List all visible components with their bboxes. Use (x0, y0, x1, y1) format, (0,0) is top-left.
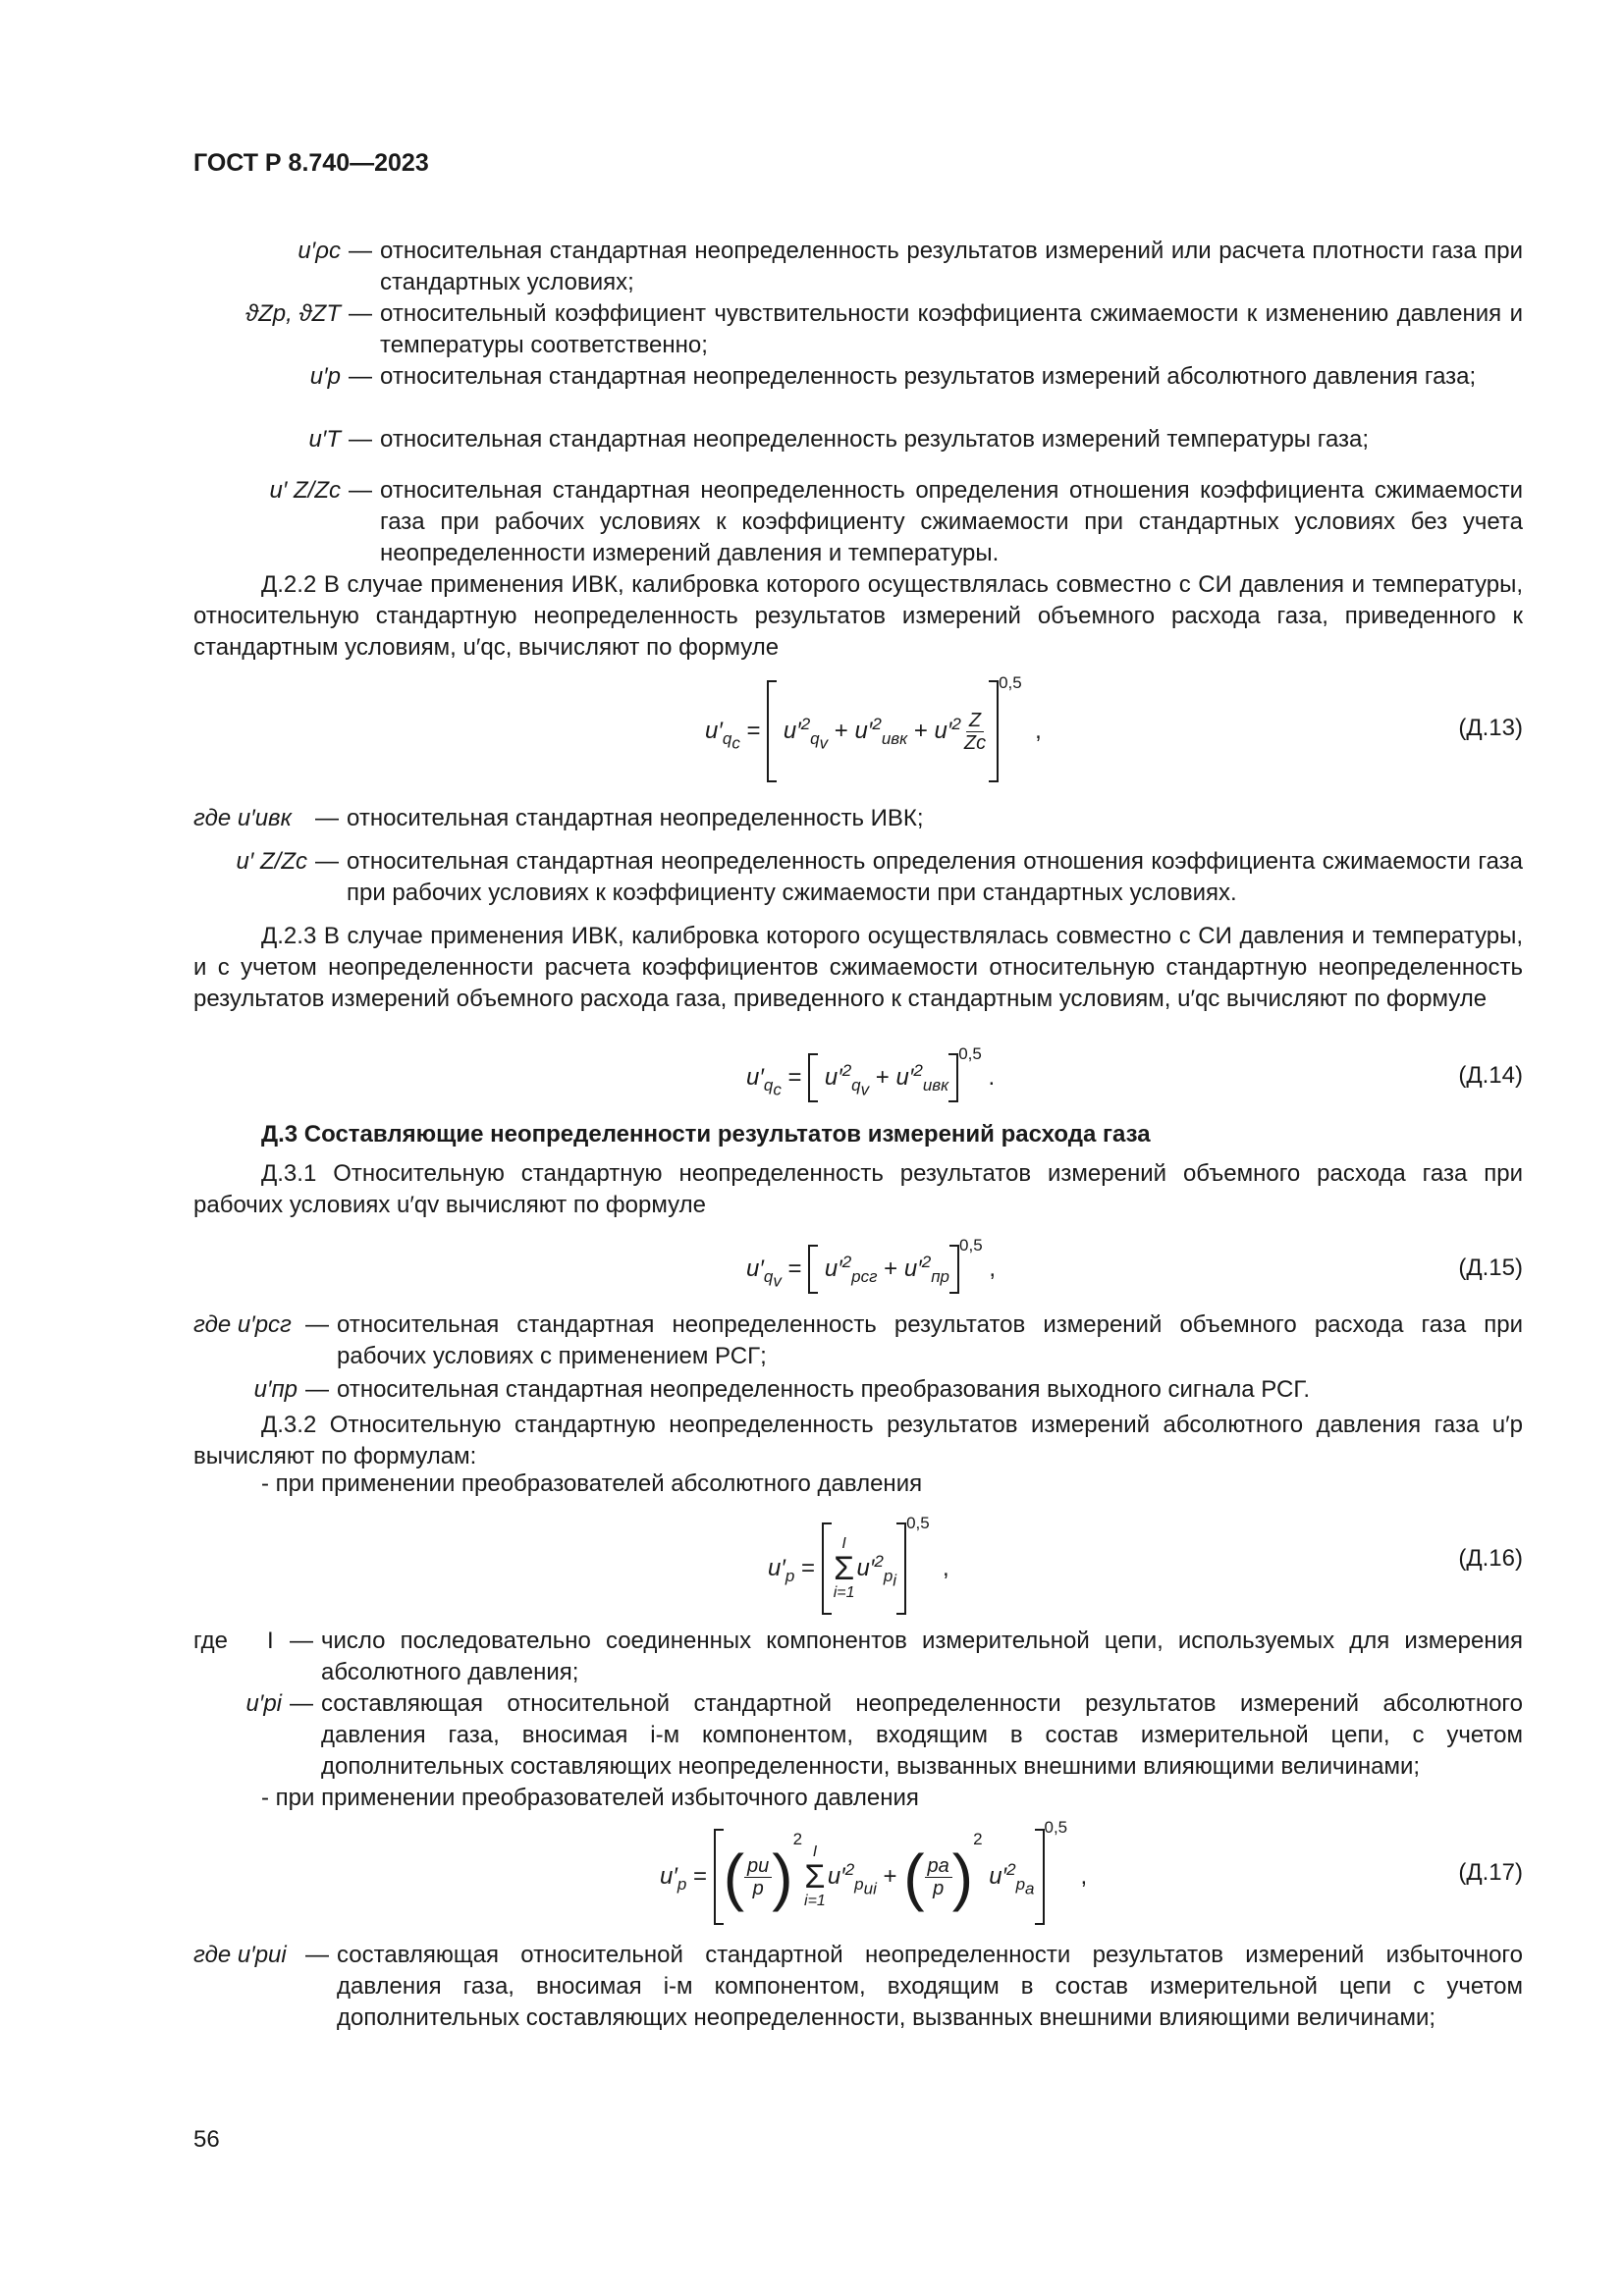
definition-text: относительная стандартная неопределенность ИВК; (347, 805, 924, 831)
definition-u-pi: u′pi — составляющая относительной стандартной неопределенности результатов измерений абсолютного давления газа, вносимая i-м компонентом, входящим в состав измерительной цепи, с учетом дополнительных составляющих неопределенности, вызванных внешними влияющими величинами; (193, 1688, 1523, 1783)
definition-symbol: u′p (309, 363, 341, 390)
definition-symbol: u′pi (245, 1690, 282, 1717)
definition-symbol: u′ρс (298, 238, 341, 264)
definition-u-pr: u′пр — относительная стандартная неопределенность преобразования выходного сигнала РСГ. (193, 1374, 1523, 1406)
equation-number-d13: (Д.13) (1458, 715, 1523, 741)
equation-number-d14: (Д.14) (1458, 1062, 1523, 1089)
definition-u-p: u′p — относительная стандартная неопределенность результатов измерений абсолютного давления газа; (193, 361, 1523, 393)
page-number: 56 (193, 2126, 220, 2153)
definition-text: число последовательно соединенных компонентов измерительной цепи, используемых для измерения абсолютного давления; (321, 1628, 1523, 1685)
definition-text: относительная стандартная неопределенность результатов измерений температуры газа; (380, 426, 1370, 453)
definition-u-z: u′ Z/Zс — относительная стандартная неопределенность определения отношения коэффициента сжимаемости газа при рабочих условиях к коэффициенту сжимаемости при стандартных условиях без учета неопределенности измерений давления и температуры. (193, 475, 1523, 569)
formula-d14: $u'_{q_с}$ = $u'^2_{q_v}$ + $u'^2_{ивк}$ 0,5 . (746, 1050, 995, 1105)
definition-text: составляющая относительной стандартной неопределенности результатов измерений избыточного давления газа, вносимая i-м компонентом, входящим в состав измерительной цепи с учетом дополнительных составляющих неопределенности, вызванных внешними влияющими величинами; (337, 1942, 1523, 2031)
definition-theta: ϑZp, ϑZT — относительный коэффициент чувствительности коэффициента сжимаемости к изменению давления и температуры соответственно; (193, 298, 1523, 361)
paragraph-d22: Д.2.2 В случае применения ИВК, калибровка которого осуществлялась совместно с СИ давления и температуры, относительную стандартную неопределенность результатов измерений объемного расхода газа, приведенного к стандартным условиям, u′qс, вычисляют по формуле (193, 571, 1523, 661)
definition-u-t: u′T — относительная стандартная неопределенность результатов измерений температуры газа; (193, 424, 1523, 455)
list-item-excess-pressure: - при применении преобразователей избыточного давления (261, 1785, 919, 1811)
paragraph-d32: Д.3.2 Относительную стандартную неопределенность результатов измерений абсолютного давления газа u′p вычисляют по формулам: (193, 1412, 1523, 1469)
definition-u-ivk: где u′ивк — относительная стандартная неопределенность ИВК; (193, 803, 1523, 834)
formula-d15: $u'_{q_v}$ = $u'^2_{рсг}$ + $u'^2_{пр}$ 0,5 , (746, 1242, 996, 1297)
definition-symbol: u′ Z/Zс (269, 477, 341, 504)
definition-symbol: u′ Z/Zс (236, 848, 307, 875)
document-header: ГОСТ Р 8.740—2023 (193, 149, 429, 177)
formula-d17: $u'_p$ = ( $\frac{pи}{p}$ ) 2 I Σ i=1 $u'^2_{p_{иi}}$ + ( $\frac{pа}{p}$ ) 2 $u'^2_{p_а}$ 0,5 , (660, 1826, 1087, 1928)
definition-text: относительная стандартная неопределенность определения отношения коэффициента сжимаемости газа при рабочих условиях к коэффициенту сжимаемости при стандартных условиях без учета неопределенности измерений давления и температуры. (380, 477, 1523, 566)
definition-u-rho: u′ρс — относительная стандартная неопределенность результатов измерений или расчета плотности газа при стандартных условиях; (193, 236, 1523, 298)
list-item-absolute-pressure: - при применении преобразователей абсолютного давления (261, 1470, 923, 1497)
definition-i-count: где I — число последовательно соединенных компонентов измерительной цепи, используемых для измерения абсолютного давления; (193, 1626, 1523, 1688)
definition-text: относительная стандартная неопределенность результатов измерений абсолютного давления газа; (380, 363, 1477, 390)
definition-symbol: u′пр (253, 1376, 298, 1403)
definition-text: составляющая относительной стандартной неопределенности результатов измерений абсолютного давления газа, вносимая i-м компонентом, входящим в состав измерительной цепи, с учетом дополнительных составляющих неопределенности, вызванных внешними влияющими величинами; (321, 1690, 1523, 1780)
definition-symbol: где u′pиi (193, 1942, 287, 1968)
definition-text: относительный коэффициент чувствительности коэффициента сжимаемости к изменению давления и температуры соответственно; (380, 300, 1523, 358)
definition-symbol: где I (193, 1628, 274, 1654)
paragraph-d23: Д.2.3 В случае применения ИВК, калибровка которого осуществлялась совместно с СИ давления и температуры, и с учетом неопределенности расчета коэффициентов сжимаемости относительную стандартную неопределенность результатов измерений объемного расхода газа, приведенного к стандартным условиям, u′qс вычисляют по формуле (193, 923, 1523, 1012)
definition-text: относительная стандартная неопределенность результатов измерений объемного расхода газа при рабочих условиях с применением РСГ; (337, 1311, 1523, 1369)
definition-symbol: где u′ивк (193, 805, 292, 831)
equation-number-d16: (Д.16) (1458, 1545, 1523, 1572)
paragraph-d31: Д.3.1 Относительную стандартную неопределенность результатов измерений объемного расхода газа при рабочих условиях u′qv вычисляют по формуле (193, 1160, 1523, 1218)
definition-u-pi-excess: где u′pиi — составляющая относительной стандартной неопределенности результатов измерений избыточного давления газа, вносимая i-м компонентом, входящим в состав измерительной цепи с учетом дополнительных составляющих неопределенности, вызванных внешними влияющими величинами; (193, 1940, 1523, 2034)
section-heading-d3: Д.3 Составляющие неопределенности результатов измерений расхода газа (261, 1121, 1151, 1148)
definition-symbol: ϑZp, ϑZT (244, 300, 341, 327)
definition-symbol: u′T (308, 426, 341, 453)
formula-d13: $u'_{q_с}$ = $u'^2_{q_v}$ + $u'^2_{ивк}$ + $u'^2$ $\frac{Z}{Zс}$ 0,5 , (705, 677, 1042, 785)
definition-u-rsg: где u′рсг — относительная стандартная неопределенность результатов измерений объемного расхода газа при рабочих условиях с применением РСГ; (193, 1309, 1523, 1372)
definition-text: относительная стандартная неопределенность преобразования выходного сигнала РСГ. (337, 1376, 1311, 1403)
formula-d16: $u'_p$ = I Σ i=1 $u'^2_{p_i}$ 0,5 , (768, 1520, 949, 1618)
equation-number-d15: (Д.15) (1458, 1255, 1523, 1281)
definition-text: относительная стандартная неопределенность определения отношения коэффициента сжимаемости газа при рабочих условиях к коэффициенту сжимаемости при стандартных условиях. (347, 848, 1523, 906)
definition-symbol: где u′рсг (193, 1311, 292, 1338)
definition-text: относительная стандартная неопределенность результатов измерений или расчета плотности газа при стандартных условиях; (380, 238, 1523, 295)
equation-number-d17: (Д.17) (1458, 1859, 1523, 1886)
definition-u-z2: u′ Z/Zс — относительная стандартная неопределенность определения отношения коэффициента сжимаемости газа при рабочих условиях к коэффициенту сжимаемости при стандартных условиях. (193, 846, 1523, 909)
